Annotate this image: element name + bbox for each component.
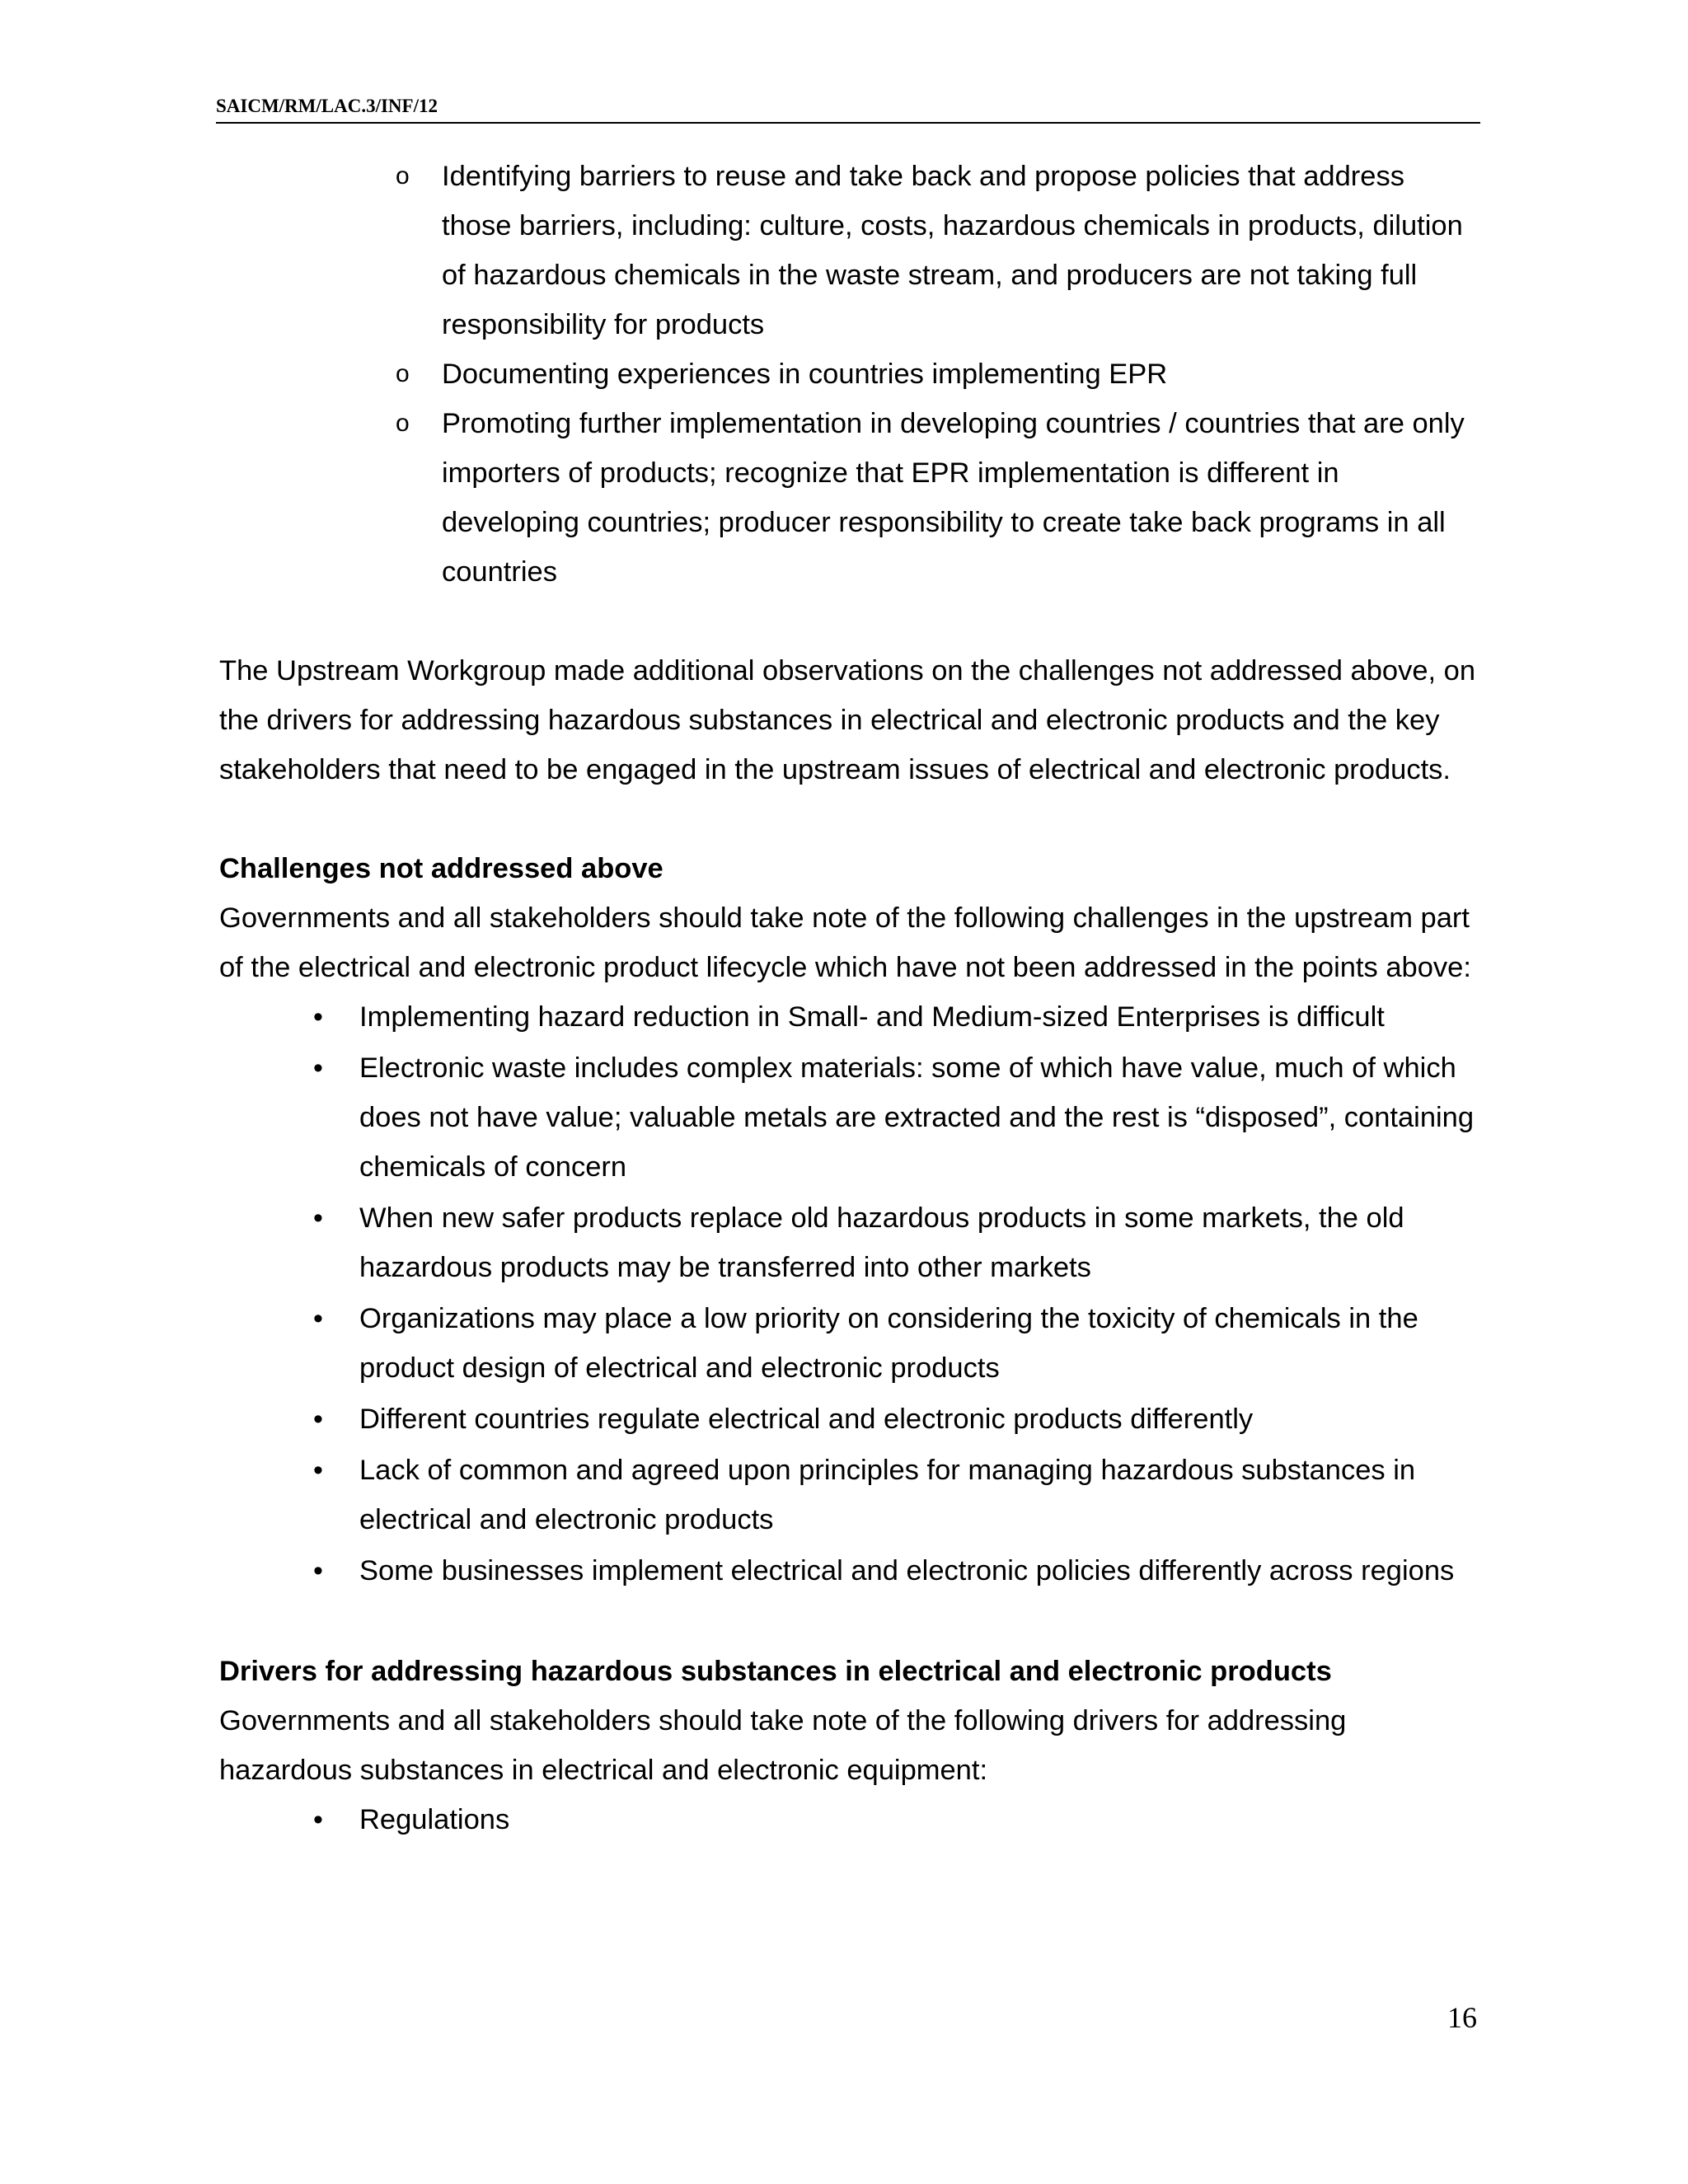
sub-list-item-text: Documenting experiences in countries implementing EPR bbox=[442, 359, 1168, 390]
list-item bbox=[313, 1446, 1480, 1544]
list-item-text: When new safer products replace old hazardous products in some markets, the old hazardous products may be transferred into other markets bbox=[359, 1202, 1404, 1283]
circle-bullet-icon: o bbox=[396, 410, 410, 437]
circle-bullet-icon: o bbox=[396, 162, 410, 190]
document-body bbox=[219, 152, 1480, 1846]
list-item bbox=[313, 1193, 1480, 1292]
list-item bbox=[313, 1043, 1480, 1192]
sub-list-item bbox=[396, 399, 1480, 597]
bullet-icon: • bbox=[313, 1052, 323, 1084]
challenges-heading: Challenges not addressed above bbox=[219, 853, 663, 884]
list-item bbox=[313, 1795, 1480, 1844]
sub-list-item-text: Promoting further implementation in developing countries / countries that are only importers of products; recognize that EPR implementation is different in developing countries; producer responsibility to create take back programs in all countries bbox=[442, 408, 1465, 588]
challenges-intro: Governments and all stakeholders should take note of the following challenges in the upstream part of the electrical and electronic product lifecycle which have not been addressed in the points above: bbox=[219, 902, 1471, 983]
list-item-text: Electronic waste includes complex materials: some of which have value, much of which does not have value; valuable metals are extracted and the rest is “disposed”, containing chemicals of concern bbox=[359, 1052, 1475, 1183]
list-item bbox=[313, 1546, 1480, 1596]
sub-list-item-text: Identifying barriers to reuse and take back and propose policies that address those barriers, including: culture, costs, hazardous chemicals in products, dilution of hazardous chemicals in the waste stream, and producers are not taking full responsibility for products bbox=[442, 161, 1463, 340]
sub-list-item bbox=[396, 152, 1480, 349]
list-item-text: Regulations bbox=[359, 1804, 510, 1835]
bullet-icon: • bbox=[313, 1404, 323, 1435]
bullet-icon: • bbox=[313, 1202, 323, 1234]
drivers-intro: Governments and all stakeholders should take note of the following drivers for addressing hazardous substances in electrical and electronic equipment: bbox=[219, 1705, 1347, 1786]
document-header: SAICM/RM/LAC.3/INF/12 bbox=[216, 94, 1480, 124]
list-item-text: Some businesses implement electrical and electronic policies differently across regions bbox=[359, 1555, 1455, 1586]
bullet-icon: • bbox=[313, 1303, 323, 1334]
list-item-text: Organizations may place a low priority on considering the toxicity of chemicals in the product design of electrical and electronic products bbox=[359, 1303, 1418, 1384]
bullet-icon: • bbox=[313, 1455, 323, 1486]
list-item-text: Lack of common and agreed upon principles for managing hazardous substances in electrical and electronic products bbox=[359, 1455, 1416, 1535]
list-item bbox=[313, 1394, 1480, 1444]
list-item-text: Implementing hazard reduction in Small- and Medium-sized Enterprises is difficult bbox=[359, 1001, 1385, 1033]
list-item bbox=[313, 1294, 1480, 1393]
drivers-heading: Drivers for addressing hazardous substances in electrical and electronic products bbox=[219, 1656, 1332, 1687]
sub-bullet-list bbox=[396, 152, 1480, 597]
list-item-text: Different countries regulate electrical and electronic products differently bbox=[359, 1404, 1254, 1435]
bullet-icon: • bbox=[313, 1001, 323, 1033]
spacer bbox=[219, 1597, 1480, 1647]
intro-paragraph: The Upstream Workgroup made additional observations on the challenges not addressed above, on the drivers for addressing hazardous substances in electrical and electronic products and the key stakeholders that need to be engaged in the upstream issues of electrical and electronic products. bbox=[219, 655, 1476, 785]
spacer bbox=[219, 597, 1480, 646]
list-item bbox=[313, 992, 1480, 1042]
sub-list-item bbox=[396, 349, 1480, 399]
bullet-icon: • bbox=[313, 1555, 323, 1586]
spacer bbox=[219, 794, 1480, 844]
page-number: 16 bbox=[1447, 2001, 1477, 2034]
challenges-list bbox=[313, 992, 1480, 1596]
circle-bullet-icon: o bbox=[396, 360, 410, 387]
bullet-icon: • bbox=[313, 1804, 323, 1835]
drivers-list bbox=[313, 1795, 1480, 1844]
